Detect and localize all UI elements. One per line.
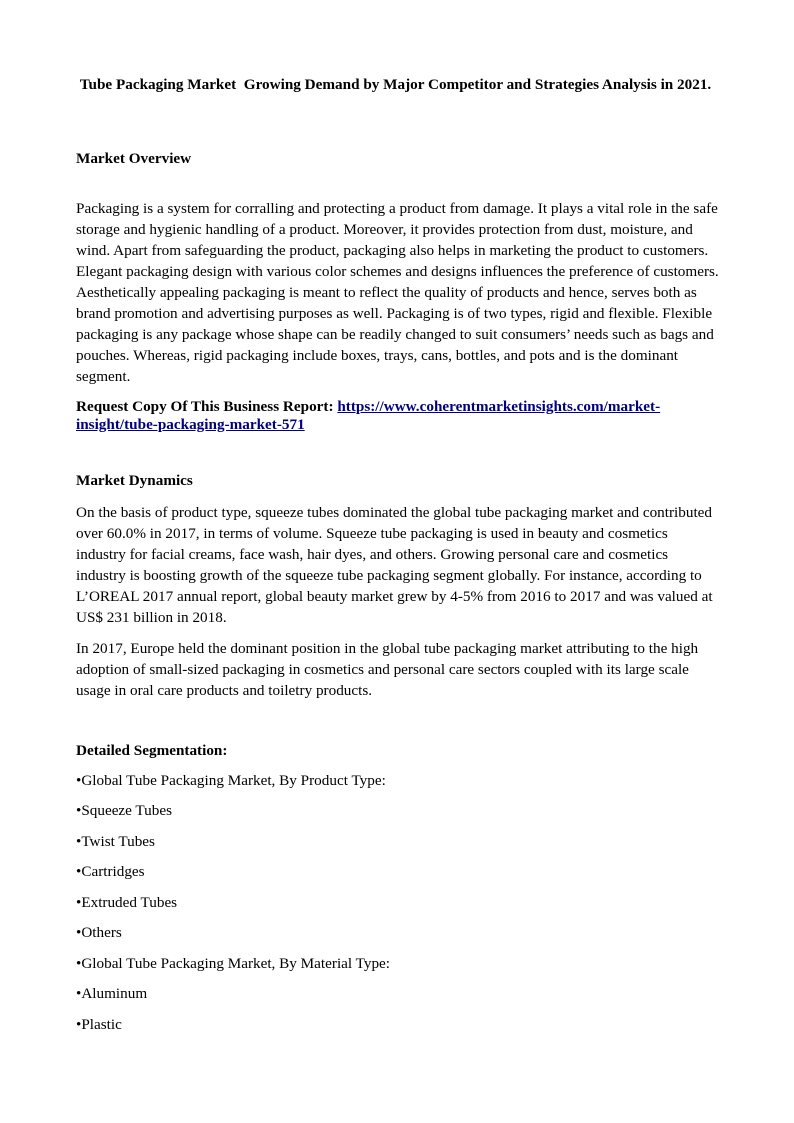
market-dynamics-paragraph-2: In 2017, Europe held the dominant position in the global tube packaging market attributing to the high adoption of small-sized packaging in cosmetics and personal care sectors coupled with its large scale usage in oral care products and toiletry products. bbox=[76, 640, 699, 699]
segmentation-list-item: •Plastic bbox=[76, 1016, 122, 1033]
segmentation-list-item: •Extruded Tubes bbox=[76, 894, 178, 911]
market-dynamics-heading: Market Dynamics bbox=[76, 472, 193, 489]
segmentation-list-item: •Global Tube Packaging Market, By Product Type: bbox=[76, 772, 386, 789]
report-link[interactable]: https://www.coherentmarketinsights.com/market-insight/tube-packaging-market-571 bbox=[76, 398, 661, 433]
market-overview-heading: Market Overview bbox=[76, 150, 192, 167]
request-copy-line bbox=[76, 398, 721, 434]
segmentation-list-item: •Global Tube Packaging Market, By Material Type: bbox=[76, 955, 391, 972]
market-overview-paragraph: Packaging is a system for corralling and protecting a product from damage. It plays a vital role in the safe storage and hygienic handling of a product. Moreover, it provides protection from dust, moisture, and wind. Apart from safeguarding the product, packaging also helps in marketing the product to customers. Elegant packaging design with various color schemes and designs influences the preference of customers. Aesthetically appealing packaging is meant to reflect the quality of products and hence, serves both as brand promotion and advertising purposes as well. Packaging is of two types, rigid and flexible. Flexible packaging is any package whose shape can be readily changed to suit consumers’ needs such as bags and pouches. Whereas, rigid packaging include boxes, trays, cans, bottles, and pots and is the dominant segment. bbox=[76, 200, 719, 385]
segmentation-list-item: •Squeeze Tubes bbox=[76, 802, 173, 819]
segmentation-list-item: •Others bbox=[76, 924, 122, 941]
segmentation-list-item: •Cartridges bbox=[76, 863, 145, 880]
request-copy-label: Request Copy Of This Business Report: bbox=[76, 398, 338, 415]
detailed-segmentation-heading: Detailed Segmentation: bbox=[76, 742, 228, 759]
segmentation-list-item: •Aluminum bbox=[76, 985, 148, 1002]
document-title: Tube Packaging Market Growing Demand by Major Competitor and Strategies Analysis in 2021. bbox=[76, 76, 712, 93]
segmentation-list-item: •Twist Tubes bbox=[76, 833, 155, 850]
market-dynamics-paragraph-1: On the basis of product type, squeeze tubes dominated the global tube packaging market and contributed over 60.0% in 2017, in terms of volume. Squeeze tube packaging is used in beauty and cosmetics industry for facial creams, face wash, hair dyes, and others. Growing personal care and cosmetics industry is boosting growth of the squeeze tube packaging segment globally. For instance, according to L’OREAL 2017 annual report, global beauty market grew by 4-5% from 2016 to 2017 and was valued at US$ 231 billion in 2018. bbox=[76, 504, 713, 626]
